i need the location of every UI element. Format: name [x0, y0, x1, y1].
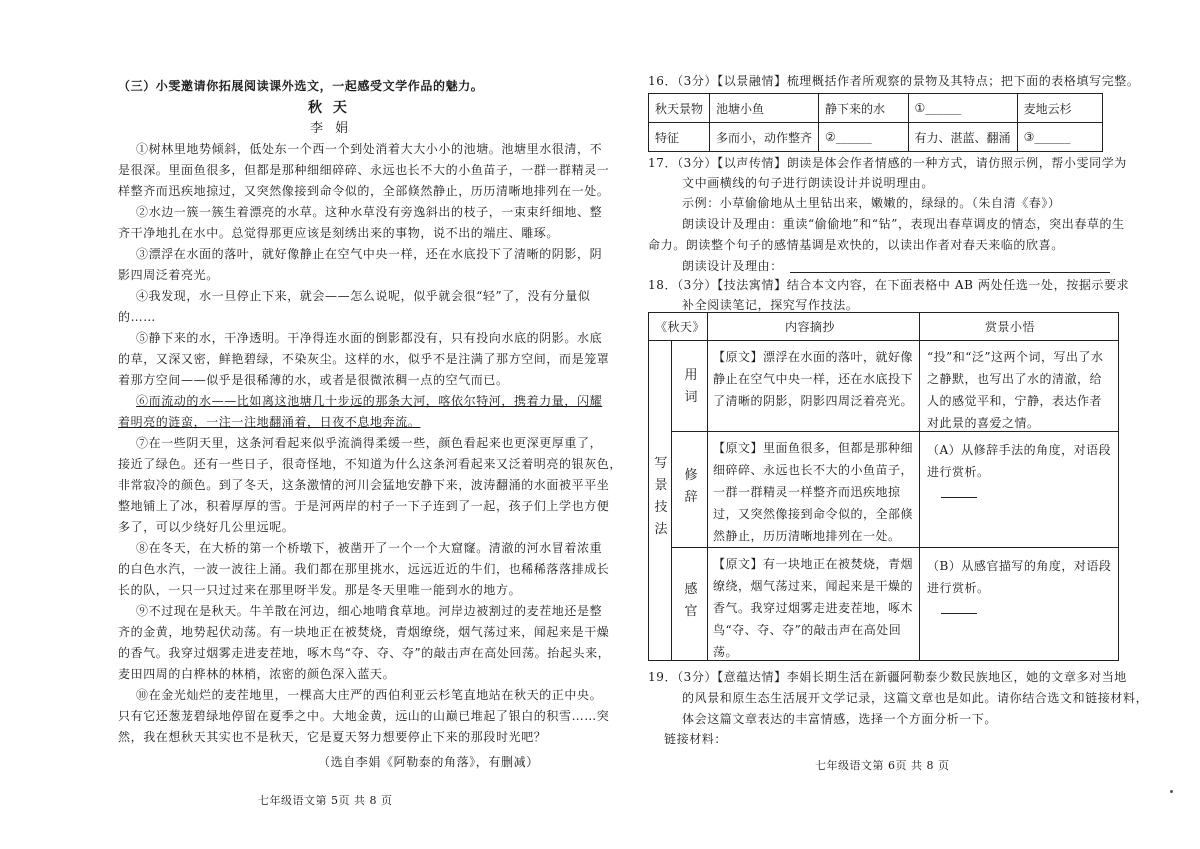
q17-answer-line[interactable] — [790, 272, 1110, 273]
q19-link-label: 链接材料： — [664, 732, 728, 746]
para-line: 的草，又深又密，鲜艳碧绿，不染灰尘。这样的水，似乎不是注满了那方空间，而是笼罩 — [118, 352, 610, 366]
right-page — [600, 0, 1200, 849]
para-line: ⑤静下来的水，干净透明。干净得连水面的倒影都没有，只有投向水底的阴影。水底 — [136, 331, 603, 345]
q18-header: 赏景小悟 — [985, 320, 1036, 334]
q17-stem: 17．（3分）【以声传情】朗读是体会作者情感的一种方式，请仿照示例，帮小雯同学为 — [648, 156, 1127, 170]
q18-stem-cont: 补全阅读笔记，探究写作技法。 — [682, 298, 859, 312]
q16-cell: 秋天景物 — [649, 94, 710, 123]
para-line: ②水边一簇一簇生着漂亮的水草。这种水草没有旁逸斜出的枝子，一束束纤细地、整 — [136, 205, 603, 219]
para-line: 接近了绿色。还有一些日子，很奇怪地，不知道为什么这条河看起来又泛着明亮的银灰色， — [118, 457, 623, 471]
q18-header: 内容摘抄 — [785, 320, 836, 334]
q19-stem-cont: 的风景和原生态生活展开文学记录，这篇文章也是如此。请你结合选文和链接材料， — [682, 691, 1149, 705]
q18-note-b: （B）从感官描写的角度，对语段进行赏析。 — [927, 559, 1112, 595]
page-footer: 七年级语文第 5页 共 8 页 — [258, 794, 393, 807]
para-line: 然，我在想秋天其实也不是秋天，它是夏天努力想要停止下来的那段时光吧？ — [118, 730, 547, 744]
q16-cell: 有力、湛蓝、翻涌 — [908, 123, 1017, 152]
essay-author: 李 娟 — [310, 121, 353, 136]
q18-note: “投”和“泛”这两个词，写出了水之静默，也写出了水的清澈，给人的感觉平和，宁静，表达作者对此景的喜爱之情。 — [927, 350, 1104, 430]
underlined-sentence: ⑥而流动的水——比如离这池塘几十步远的那条大河，喀依尔特河，携着力量，闪耀 — [136, 394, 603, 408]
q18-answer-blank-a[interactable] — [941, 497, 977, 498]
para-line: 整地铺上了冰，积着厚厚的雪。于是河两岸的村子一下子连到了一起，孩子们上学也方便 — [118, 499, 610, 513]
q17-design-cont: 命力。朗读整个句子的感情基调是欢快的，以读出作者对春天来临的欣喜。 — [648, 238, 1064, 252]
para-line: ⑧在冬天，在大桥的第一个桥墩下，被凿开了一个一个大窟窿。清澈的河水冒着浓重 — [136, 541, 603, 555]
q16-stem: 16．（3分）【以景融情】梳理概括作者所观察的景物及其特点；把下面的表格填写完整。 — [648, 74, 1140, 88]
q18-stem: 18．（3分）【技法寓情】结合本文内容，在下面表格中 AB 两处任选一处，按据示要求 — [648, 278, 1130, 292]
para-line: ④我发现，水一旦停止下来，就会——怎么说呢，似乎就会很“轻”了，没有分量似 — [136, 289, 591, 303]
underlined-sentence: 着明亮的涟蛮，一注一注地翻涌着，日夜不息地奔流。 — [118, 415, 421, 429]
q16-table — [648, 93, 1103, 152]
para-line: 的香气。我穿过烟雾走进麦茬地，啄木鸟“夺、夺、夺”的敲击声在高处回荡。抬起头来， — [118, 646, 611, 660]
q18-group-label: 写景技法 — [654, 456, 668, 537]
q16-blank-3[interactable]: ③______ — [1017, 123, 1102, 152]
q16-blank-2[interactable]: ②______ — [819, 123, 909, 152]
para-line: 麦田四周的白桦林的林梢，浓密的颜色深入蓝天。 — [118, 667, 396, 681]
para-line: ⑩在金光灿烂的麦茬地里，一棵高大庄严的西伯利亚云杉笔直地站在秋天的正中央。 — [136, 688, 603, 702]
source-citation: （选自李娟《阿勒泰的角落》，有删减） — [318, 755, 539, 769]
q19-stem-cont: 体会这篇文章表达的丰富情感，选择一个方面分析一下。 — [682, 712, 998, 726]
para-line: 的…… — [118, 310, 156, 324]
para-line: 多了，可以少绕好几公里远呢。 — [118, 520, 295, 534]
q18-category: 感官 — [684, 582, 698, 619]
para-line: 只有它还葱茏碧绿地停留在夏季之中。大地金黄，远山的山巅已堆起了银白的积雪……突 — [118, 709, 610, 723]
q18-answer-blank-b[interactable] — [941, 613, 977, 614]
q18-category: 修辞 — [684, 468, 698, 505]
q19-stem: 19．（3分）【意蕴达情】李娟长期生活在新疆阿勒泰少数民族地区，她的文章多对当地 — [648, 670, 1127, 684]
para-line: 影四周泛着亮光。 — [118, 268, 219, 282]
para-line: 是很深。里面鱼很多，但都是那种细细碎碎、永远也长不大的小鱼苗子，一群一群精灵一 — [118, 163, 610, 177]
q17-example: 示例：小草偷偷地从土里钻出来，嫩嫩的，绿绿的。（朱自清《春》） — [682, 196, 1061, 210]
q17-answer-label: 朗读设计及理由： — [682, 259, 783, 273]
para-line: 样整齐而迅疾地掠过，又突然像接到命令似的，全部倏然静止，历历清晰地排列在一处。 — [118, 184, 610, 198]
page-footer: 七年级语文第 6页 共 8 页 — [815, 759, 950, 772]
para-line: ⑨不过现在是秋天。牛羊散在河边，细心地啃食草地。河岸边被割过的麦茬地还是整 — [136, 604, 603, 618]
q16-cell: 麦地云杉 — [1017, 94, 1102, 123]
q16-blank-1[interactable]: ①______ — [908, 94, 1017, 123]
q18-note-a: （A）从修辞手法的角度，对语段进行赏析。 — [927, 443, 1112, 479]
q17-design: 朗读设计及理由：重读“偷偷地”和“钻”，表现出春草调皮的情态，突出春草的生 — [682, 217, 1125, 231]
para-line: 齐干净地扎在水中。总觉得那更应该是刻绣出来的事物，说不出的端庄、雕琢。 — [118, 226, 560, 240]
q18-header: 《秋天》 — [655, 320, 706, 334]
q16-cell: 多而小，动作整齐 — [710, 123, 819, 152]
q16-cell: 静下来的水 — [819, 94, 909, 123]
q18-excerpt: 【原文】有一块地正在被焚烧，青烟缭绕，烟气荡过来，闻起来是干燥的香气。我穿过烟雾走进麦茬地，啄木鸟“夺、夺、夺”的敲击声在高处回荡。 — [713, 557, 914, 659]
q17-stem-cont: 文中画横线的句子进行朗读设计并说明理由。 — [682, 176, 935, 190]
para-line: 长的队，一只一只过过来在那里呀半发。那是冬天里唯一能到水的地方。 — [118, 583, 522, 597]
section-heading: （三）小雯邀请你拓展阅读课外选文，一起感受文学作品的魅力。 — [118, 79, 484, 93]
q18-excerpt: 【原文】里面鱼很多，但都是那种细细碎碎、永远也长不大的小鱼苗子，一群一群精灵一样整齐而迅疾地掠过，又突然像接到命令似的，全部倏然静止，历历清晰地排列在一处。 — [713, 441, 914, 543]
para-line: ⑦在一些阴天里，这条河看起来似乎流淌得柔缓一些，颜色看起来也更深更厚重了， — [136, 436, 603, 450]
q16-cell: 池塘小鱼 — [710, 94, 819, 123]
para-line: ③漂浮在水面的落叶，就好像静止在空气中央一样，还在水底投下了清晰的阴影，阴 — [136, 247, 603, 261]
para-line: 齐的金黄，地势起伏动荡。有一块地正在被焚烧，青烟缭绕，烟气荡过来，闻起来是干燥 — [118, 625, 610, 639]
para-line: ①树林里地势倾斜，低处东一个西一个到处消着大大小小的池塘。池塘里水很清，不 — [136, 142, 603, 156]
q16-cell: 特征 — [649, 123, 710, 152]
para-line: 的白色水汽，一波一波往上涌。我们都在那里挑水，远远近近的牛们，也稀稀落落排成长 — [118, 562, 610, 576]
para-line: 非常寂冷的颜色。到了冬天，这条激情的河川会猛地安静下来，波涛翻涌的水面被平平坐 — [118, 478, 610, 492]
q18-category: 用词 — [684, 368, 698, 405]
para-line: 着那方空间——似乎是很稀薄的水，或者是很微浓稠一点的空气而已。 — [118, 373, 509, 387]
essay-title: 秋 天 — [308, 100, 350, 116]
q18-table — [648, 312, 1119, 661]
q18-excerpt: 【原文】漂浮在水面的落叶，就好像静止在空气中央一样，还在水底投下了清晰的阴影，阴影四周泛着亮光。 — [713, 350, 914, 408]
scan-speck — [1170, 790, 1173, 793]
